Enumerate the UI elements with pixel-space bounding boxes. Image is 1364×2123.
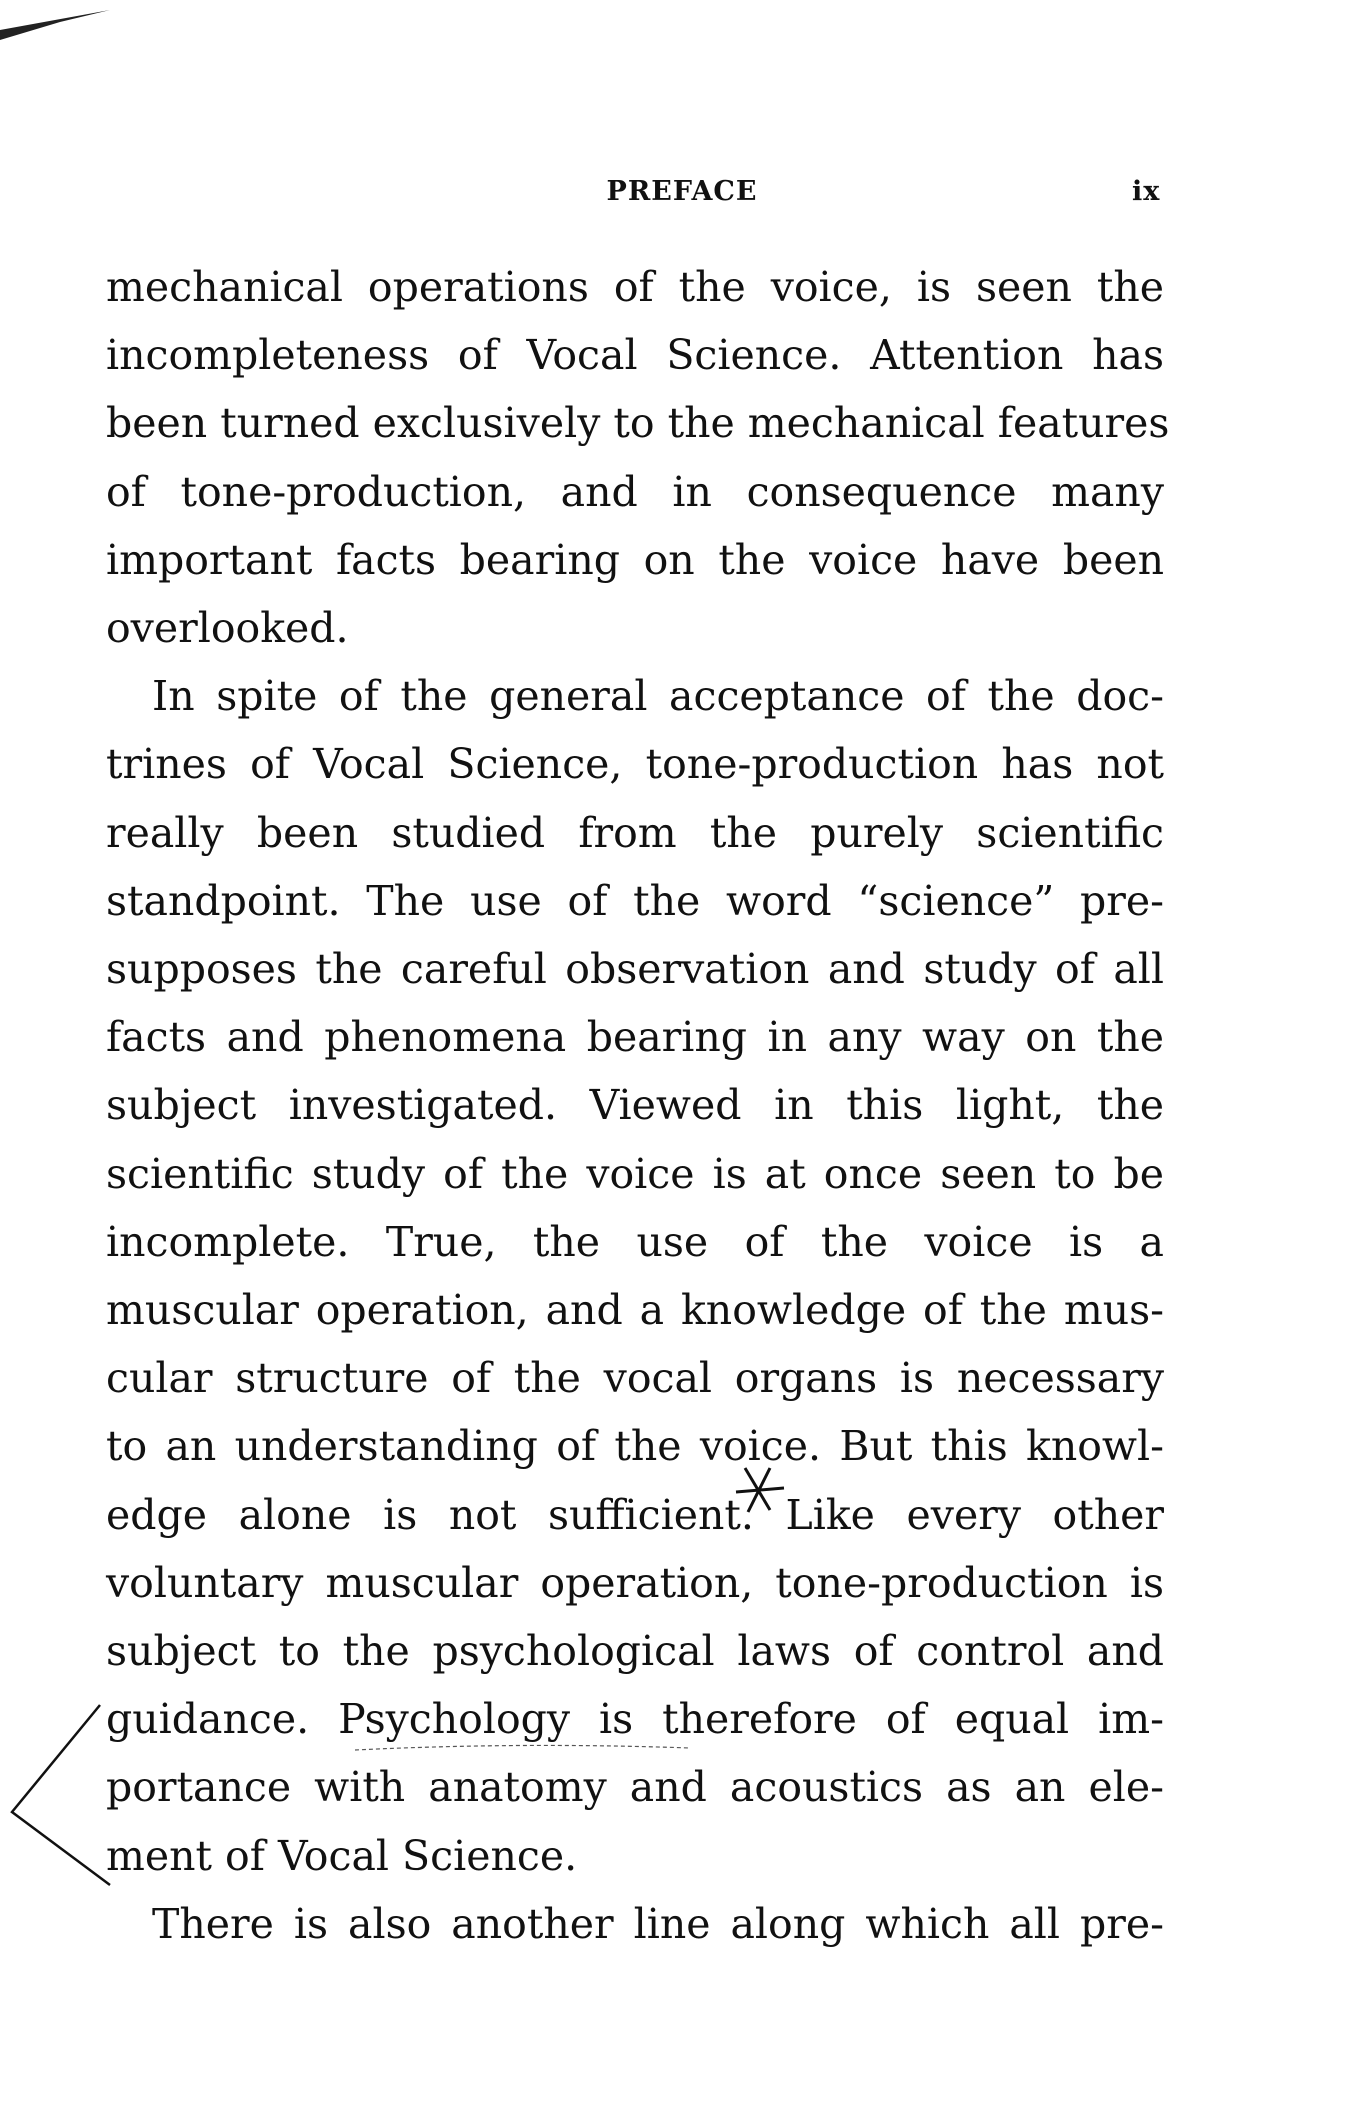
text-line: portance with anatomy and acoustics as an ele-	[106, 1763, 1164, 1812]
text-line: edge alone is not sufficient. Like every other	[106, 1490, 1164, 1539]
asterisk-mark	[736, 1468, 784, 1512]
text-line: facts and phenomena bearing in any way on the	[106, 1013, 1164, 1062]
text-line: incomplete. True, the use of the voice is a	[106, 1217, 1164, 1266]
underline-mark	[355, 1745, 690, 1750]
text-line: subject to the psychological laws of control and	[106, 1627, 1164, 1675]
corner-smudge	[0, 10, 110, 40]
page-number: ix	[1132, 176, 1161, 207]
text-line: to an understanding of the voice. But this knowl-	[106, 1422, 1164, 1471]
text-line: been turned exclusively to the mechanical features	[106, 399, 1170, 448]
text-line: important facts bearing on the voice have been	[106, 535, 1164, 584]
text-line: voluntary muscular operation, tone-production is	[106, 1558, 1164, 1607]
text-line: standpoint. The use of the word “science” pre-	[106, 876, 1164, 925]
text-line: There is also another line along which all pre-	[152, 1899, 1164, 1948]
text-line: ment of Vocal Science.	[106, 1831, 578, 1880]
text-line: overlooked.	[106, 604, 349, 652]
text-line: subject investigated. Viewed in this light, the	[106, 1081, 1164, 1130]
text-line: supposes the careful observation and study of all	[106, 945, 1164, 993]
text-line: scientific study of the voice is at once seen to be	[106, 1149, 1164, 1198]
text-line: trines of Vocal Science, tone-production has not	[106, 740, 1164, 789]
running-header-title: PREFACE	[606, 176, 758, 207]
text-line: of tone-production, and in consequence many	[106, 467, 1164, 516]
text-line: In spite of the general acceptance of the doc-	[152, 672, 1164, 721]
text-line: cular structure of the vocal organs is necessary	[106, 1354, 1164, 1403]
text-line: really been studied from the purely scientific	[106, 808, 1164, 857]
text-line: muscular operation, and a knowledge of the mus-	[106, 1286, 1164, 1334]
text-line: guidance. Psychology is therefore of equal im-	[106, 1695, 1164, 1744]
text-line: incompleteness of Vocal Science. Attention has	[106, 331, 1164, 380]
margin-bracket-mark	[12, 1705, 110, 1885]
text-line: mechanical operations of the voice, is seen the	[106, 263, 1164, 311]
